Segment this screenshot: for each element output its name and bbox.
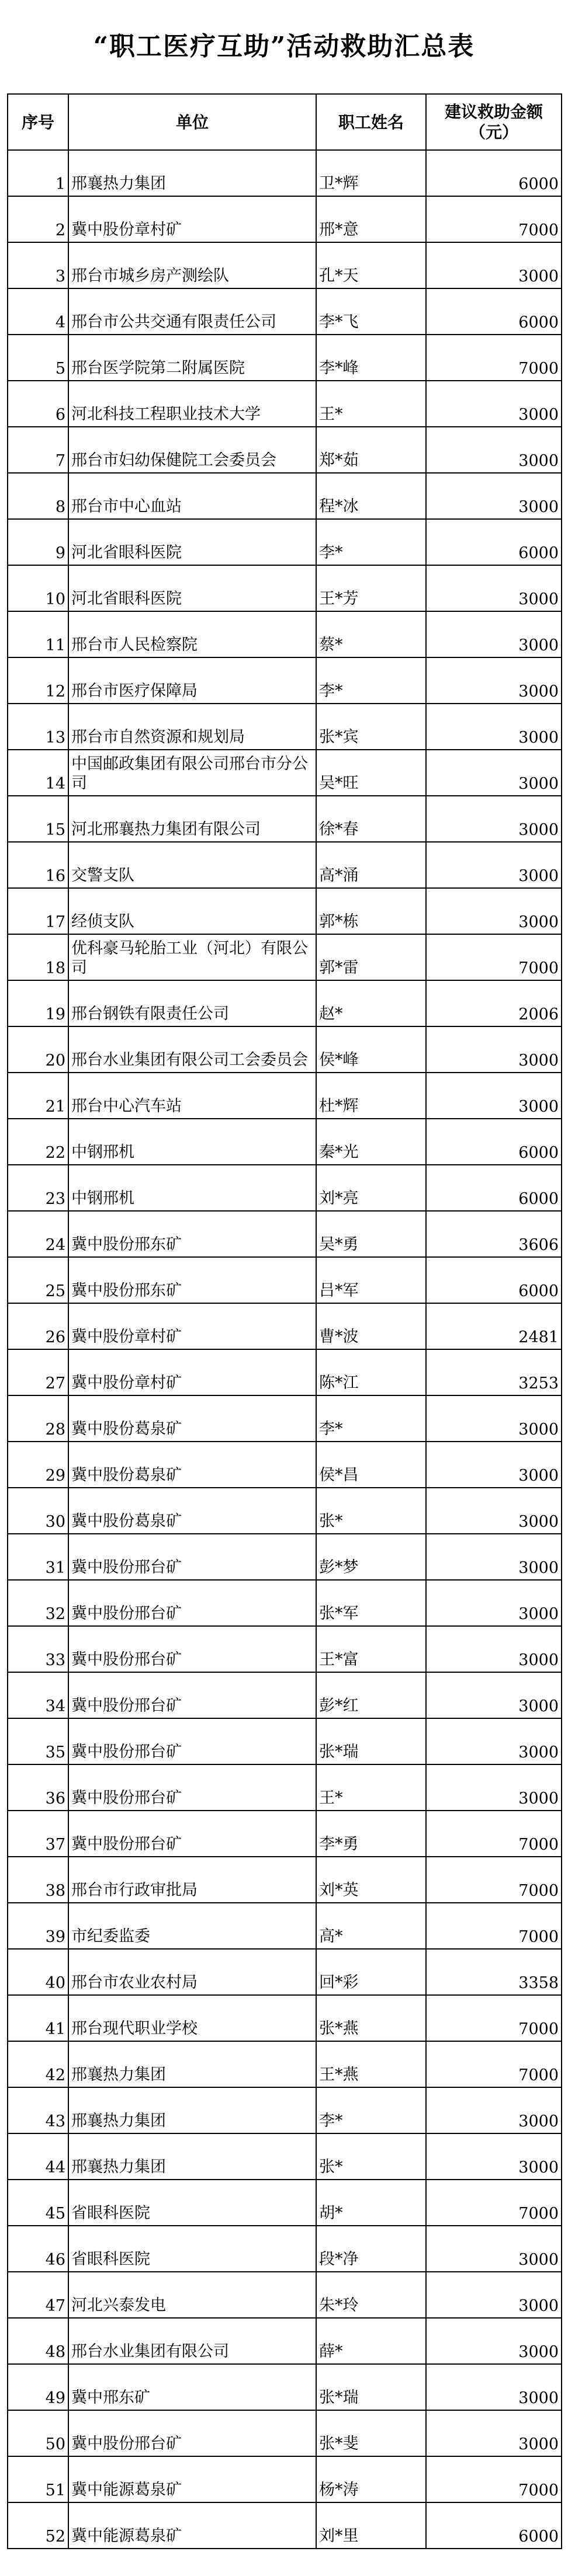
row-name-cell: 邢*意 (316, 196, 426, 242)
row-unit-cell: 河北科技工程职业技术大学 (68, 381, 316, 427)
header-no: 序号 (8, 94, 68, 150)
table-row (8, 704, 562, 750)
row-name-cell: 郭*栋 (316, 888, 426, 934)
table-row (8, 2456, 562, 2502)
table-row (8, 2133, 562, 2180)
row-amount-cell: 2006 (426, 980, 562, 1026)
row-unit-cell: 邢台市行政审批局 (68, 1857, 316, 1903)
row-name-cell: 杨*涛 (316, 2456, 426, 2502)
row-name-cell: 郑*茹 (316, 427, 426, 473)
row-no-cell: 14 (8, 750, 68, 796)
table-row (8, 1395, 562, 1442)
row-amount-cell: 3000 (426, 1672, 562, 1718)
row-no-cell: 26 (8, 1303, 68, 1349)
table-row (8, 1580, 562, 1626)
header-name: 职工姓名 (316, 94, 426, 150)
row-name-cell: 杜*辉 (316, 1073, 426, 1119)
row-amount-cell: 3000 (426, 796, 562, 842)
table-row (8, 1165, 562, 1211)
row-no-cell: 2 (8, 196, 68, 242)
table-row (8, 1995, 562, 2041)
row-name-cell: 回*彩 (316, 1949, 426, 1995)
row-amount-cell: 3000 (426, 2318, 562, 2364)
row-name-cell: 张*军 (316, 1580, 426, 1626)
table-row (8, 473, 562, 519)
row-amount-cell: 3000 (426, 1073, 562, 1119)
row-no-cell: 31 (8, 1534, 68, 1580)
table-row (8, 750, 562, 796)
row-name-cell: 高* (316, 1903, 426, 1949)
row-no-cell: 44 (8, 2133, 68, 2180)
row-name-cell: 王*燕 (316, 2041, 426, 2087)
row-amount-cell: 3000 (426, 1442, 562, 1488)
row-no-cell: 4 (8, 288, 68, 335)
row-no-cell: 5 (8, 335, 68, 381)
row-unit-cell: 邢襄热力集团 (68, 150, 316, 196)
header-amount-line1: 建议救助金额 (444, 102, 543, 121)
row-unit-cell: 冀中股份邢台矿 (68, 1580, 316, 1626)
row-name-cell: 李*飞 (316, 288, 426, 335)
table-row (8, 1026, 562, 1073)
table-row (8, 381, 562, 427)
row-amount-cell: 7000 (426, 934, 562, 980)
row-name-cell: 侯*峰 (316, 1026, 426, 1073)
row-name-cell: 曹*波 (316, 1303, 426, 1349)
row-amount-cell: 3000 (426, 2087, 562, 2133)
row-name-cell: 赵* (316, 980, 426, 1026)
row-name-cell: 蔡* (316, 611, 426, 657)
table-row (8, 1119, 562, 1165)
table-row (8, 980, 562, 1026)
row-no-cell: 10 (8, 565, 68, 611)
row-unit-cell: 优科豪马轮胎工业（河北）有限公司 (68, 934, 316, 980)
row-amount-cell: 6000 (426, 1165, 562, 1211)
row-name-cell: 王* (316, 1764, 426, 1811)
row-amount-cell: 7000 (426, 196, 562, 242)
row-name-cell: 侯*昌 (316, 1442, 426, 1488)
row-name-cell: 张*燕 (316, 1995, 426, 2041)
row-name-cell: 胡* (316, 2180, 426, 2226)
row-amount-cell: 6000 (426, 2502, 562, 2549)
row-unit-cell: 冀中股份邢台矿 (68, 1811, 316, 1857)
row-no-cell: 9 (8, 519, 68, 565)
row-unit-cell: 冀中股份邢东矿 (68, 1257, 316, 1303)
table-row (8, 150, 562, 196)
row-no-cell: 19 (8, 980, 68, 1026)
row-no-cell: 8 (8, 473, 68, 519)
row-unit-cell: 邢台市人民检察院 (68, 611, 316, 657)
row-no-cell: 33 (8, 1626, 68, 1672)
row-name-cell: 刘*亮 (316, 1165, 426, 1211)
row-no-cell: 32 (8, 1580, 68, 1626)
table-row (8, 2410, 562, 2456)
table-row (8, 2226, 562, 2272)
table-row (8, 288, 562, 335)
row-no-cell: 45 (8, 2180, 68, 2226)
table-row (8, 196, 562, 242)
row-amount-cell: 6000 (426, 1257, 562, 1303)
row-name-cell: 张*宾 (316, 704, 426, 750)
row-unit-cell: 冀中能源葛泉矿 (68, 2456, 316, 2502)
row-unit-cell: 经侦支队 (68, 888, 316, 934)
row-no-cell: 23 (8, 1165, 68, 1211)
table-row (8, 1857, 562, 1903)
table-row (8, 2272, 562, 2318)
row-unit-cell: 冀中股份葛泉矿 (68, 1488, 316, 1534)
row-unit-cell: 邢襄热力集团 (68, 2041, 316, 2087)
row-name-cell: 高*涌 (316, 842, 426, 888)
row-amount-cell: 3000 (426, 1718, 562, 1764)
row-name-cell: 刘*里 (316, 2502, 426, 2549)
row-amount-cell: 3000 (426, 381, 562, 427)
row-no-cell: 51 (8, 2456, 68, 2502)
table-row (8, 1718, 562, 1764)
row-no-cell: 17 (8, 888, 68, 934)
row-unit-cell: 邢台水业集团有限公司 (68, 2318, 316, 2364)
row-unit-cell: 邢台市公共交通有限责任公司 (68, 288, 316, 335)
table-row (8, 565, 562, 611)
row-unit-cell: 冀中股份邢台矿 (68, 1672, 316, 1718)
relief-summary-table (7, 93, 562, 2549)
row-amount-cell: 3000 (426, 2410, 562, 2456)
row-unit-cell: 河北邢襄热力集团有限公司 (68, 796, 316, 842)
row-name-cell: 张* (316, 1488, 426, 1534)
row-no-cell: 41 (8, 1995, 68, 2041)
row-name-cell: 张*斐 (316, 2410, 426, 2456)
row-amount-cell: 7000 (426, 1857, 562, 1903)
row-unit-cell: 邢台钢铁有限责任公司 (68, 980, 316, 1026)
row-amount-cell: 3000 (426, 242, 562, 288)
row-no-cell: 13 (8, 704, 68, 750)
header-amount (426, 94, 562, 150)
row-no-cell: 28 (8, 1395, 68, 1442)
row-amount-cell: 3000 (426, 565, 562, 611)
row-unit-cell: 中钢邢机 (68, 1119, 316, 1165)
row-name-cell: 李* (316, 2087, 426, 2133)
row-no-cell: 46 (8, 2226, 68, 2272)
row-no-cell: 7 (8, 427, 68, 473)
row-amount-cell: 7000 (426, 1995, 562, 2041)
header-amount-line2: （元） (469, 123, 518, 142)
row-no-cell: 34 (8, 1672, 68, 1718)
row-name-cell: 孔*天 (316, 242, 426, 288)
row-unit-cell: 中钢邢机 (68, 1165, 316, 1211)
table-row (8, 842, 562, 888)
header-unit: 单位 (68, 94, 316, 150)
row-unit-cell: 冀中股份邢台矿 (68, 1764, 316, 1811)
row-amount-cell: 3000 (426, 2272, 562, 2318)
row-unit-cell: 邢襄热力集团 (68, 2133, 316, 2180)
row-name-cell: 李*勇 (316, 1811, 426, 1857)
row-no-cell: 30 (8, 1488, 68, 1534)
row-no-cell: 11 (8, 611, 68, 657)
row-no-cell: 42 (8, 2041, 68, 2087)
row-amount-cell: 3000 (426, 2226, 562, 2272)
row-unit-cell: 冀中股份葛泉矿 (68, 1395, 316, 1442)
row-no-cell: 43 (8, 2087, 68, 2133)
row-unit-cell: 省眼科医院 (68, 2180, 316, 2226)
row-unit-cell: 邢台水业集团有限公司工会委员会 (68, 1026, 316, 1073)
table-row (8, 611, 562, 657)
row-no-cell: 22 (8, 1119, 68, 1165)
table-row (8, 1257, 562, 1303)
row-amount-cell: 3000 (426, 473, 562, 519)
row-no-cell: 47 (8, 2272, 68, 2318)
table-row (8, 1211, 562, 1257)
row-name-cell: 王*富 (316, 1626, 426, 1672)
row-unit-cell: 冀中股份邢台矿 (68, 2410, 316, 2456)
row-amount-cell: 3000 (426, 1026, 562, 1073)
row-name-cell: 秦*光 (316, 1119, 426, 1165)
row-name-cell: 彭*红 (316, 1672, 426, 1718)
row-no-cell: 50 (8, 2410, 68, 2456)
row-amount-cell: 3606 (426, 1211, 562, 1257)
row-amount-cell: 7000 (426, 335, 562, 381)
row-unit-cell: 冀中股份章村矿 (68, 196, 316, 242)
row-name-cell: 朱*玲 (316, 2272, 426, 2318)
row-no-cell: 29 (8, 1442, 68, 1488)
row-amount-cell: 3000 (426, 2364, 562, 2410)
row-amount-cell: 3000 (426, 704, 562, 750)
table-row (8, 888, 562, 934)
row-amount-cell: 7000 (426, 2180, 562, 2226)
row-no-cell: 52 (8, 2502, 68, 2549)
row-name-cell: 张*瑞 (316, 1718, 426, 1764)
row-unit-cell: 邢襄热力集团 (68, 2087, 316, 2133)
row-amount-cell: 7000 (426, 2041, 562, 2087)
table-row (8, 2041, 562, 2087)
row-no-cell: 36 (8, 1764, 68, 1811)
row-no-cell: 37 (8, 1811, 68, 1857)
table-row (8, 2502, 562, 2549)
row-name-cell: 卫*辉 (316, 150, 426, 196)
row-no-cell: 38 (8, 1857, 68, 1903)
row-unit-cell: 邢台市自然资源和规划局 (68, 704, 316, 750)
row-unit-cell: 中国邮政集团有限公司邢台市分公司 (68, 750, 316, 796)
document-sheet (7, 0, 561, 2549)
row-amount-cell: 2481 (426, 1303, 562, 1349)
row-name-cell: 吕*军 (316, 1257, 426, 1303)
row-amount-cell: 3000 (426, 842, 562, 888)
table-row (8, 1442, 562, 1488)
row-unit-cell: 邢台市中心血站 (68, 473, 316, 519)
row-unit-cell: 冀中股份邢台矿 (68, 1718, 316, 1764)
row-no-cell: 18 (8, 934, 68, 980)
row-name-cell: 彭*梦 (316, 1534, 426, 1580)
row-amount-cell: 3000 (426, 888, 562, 934)
table-row (8, 519, 562, 565)
table-row (8, 934, 562, 980)
row-no-cell: 20 (8, 1026, 68, 1073)
row-name-cell: 郭*雷 (316, 934, 426, 980)
table-row (8, 657, 562, 704)
row-name-cell: 李* (316, 657, 426, 704)
row-unit-cell: 冀中股份邢东矿 (68, 1211, 316, 1257)
row-unit-cell: 河北省眼科医院 (68, 565, 316, 611)
row-unit-cell: 冀中股份邢台矿 (68, 1626, 316, 1672)
row-name-cell: 李*峰 (316, 335, 426, 381)
row-name-cell: 王* (316, 381, 426, 427)
row-no-cell: 6 (8, 381, 68, 427)
row-amount-cell: 6000 (426, 288, 562, 335)
row-name-cell: 李* (316, 1395, 426, 1442)
row-unit-cell: 邢台市医疗保障局 (68, 657, 316, 704)
row-amount-cell: 3000 (426, 427, 562, 473)
row-amount-cell: 6000 (426, 150, 562, 196)
row-unit-cell: 邢台医学院第二附属医院 (68, 335, 316, 381)
table-row (8, 1811, 562, 1857)
table-row (8, 2180, 562, 2226)
row-unit-cell: 冀中股份邢台矿 (68, 1534, 316, 1580)
row-amount-cell: 3253 (426, 1349, 562, 1395)
row-name-cell: 张*瑞 (316, 2364, 426, 2410)
row-name-cell: 徐*春 (316, 796, 426, 842)
row-unit-cell: 冀中邢东矿 (68, 2364, 316, 2410)
row-amount-cell: 7000 (426, 1903, 562, 1949)
row-name-cell: 段*净 (316, 2226, 426, 2272)
row-unit-cell: 河北兴泰发电 (68, 2272, 316, 2318)
document-title: “职工医疗互助”活动救助汇总表 (93, 32, 475, 61)
row-no-cell: 48 (8, 2318, 68, 2364)
row-name-cell: 李* (316, 519, 426, 565)
table-row (8, 2364, 562, 2410)
row-name-cell: 程*冰 (316, 473, 426, 519)
row-unit-cell: 邢台市妇幼保健院工会委员会 (68, 427, 316, 473)
row-name-cell: 吴*勇 (316, 1211, 426, 1257)
row-name-cell: 王*芳 (316, 565, 426, 611)
row-no-cell: 15 (8, 796, 68, 842)
row-unit-cell: 冀中股份章村矿 (68, 1349, 316, 1395)
row-name-cell: 吴*旺 (316, 750, 426, 796)
row-no-cell: 1 (8, 150, 68, 196)
row-amount-cell: 3000 (426, 1626, 562, 1672)
row-unit-cell: 冀中股份章村矿 (68, 1303, 316, 1349)
table-row (8, 1349, 562, 1395)
row-amount-cell: 3000 (426, 1534, 562, 1580)
table-row (8, 427, 562, 473)
table-row (8, 2087, 562, 2133)
row-no-cell: 3 (8, 242, 68, 288)
row-amount-cell: 3000 (426, 657, 562, 704)
row-amount-cell: 7000 (426, 2456, 562, 2502)
row-amount-cell: 6000 (426, 519, 562, 565)
row-unit-cell: 邢台市城乡房产测绘队 (68, 242, 316, 288)
row-no-cell: 35 (8, 1718, 68, 1764)
row-amount-cell: 7000 (426, 1811, 562, 1857)
row-unit-cell: 省眼科医院 (68, 2226, 316, 2272)
table-row (8, 2318, 562, 2364)
row-unit-cell: 邢台市农业农村局 (68, 1949, 316, 1995)
row-name-cell: 刘*英 (316, 1857, 426, 1903)
row-no-cell: 39 (8, 1903, 68, 1949)
table-body (8, 150, 562, 2549)
table-row (8, 1303, 562, 1349)
row-amount-cell: 6000 (426, 1119, 562, 1165)
row-no-cell: 12 (8, 657, 68, 704)
row-no-cell: 21 (8, 1073, 68, 1119)
row-name-cell: 薛* (316, 2318, 426, 2364)
row-no-cell: 16 (8, 842, 68, 888)
row-amount-cell: 3000 (426, 2133, 562, 2180)
table-row (8, 1534, 562, 1580)
row-no-cell: 24 (8, 1211, 68, 1257)
table-row (8, 1949, 562, 1995)
row-no-cell: 27 (8, 1349, 68, 1395)
table-row (8, 1073, 562, 1119)
row-amount-cell: 3000 (426, 1764, 562, 1811)
row-amount-cell: 3000 (426, 1580, 562, 1626)
row-no-cell: 49 (8, 2364, 68, 2410)
row-unit-cell: 交警支队 (68, 842, 316, 888)
table-row (8, 1672, 562, 1718)
table-row (8, 1626, 562, 1672)
table-row (8, 1488, 562, 1534)
row-no-cell: 25 (8, 1257, 68, 1303)
row-name-cell: 张* (316, 2133, 426, 2180)
row-name-cell: 陈*江 (316, 1349, 426, 1395)
table-row (8, 1764, 562, 1811)
row-unit-cell: 冀中能源葛泉矿 (68, 2502, 316, 2549)
row-unit-cell: 冀中股份葛泉矿 (68, 1442, 316, 1488)
row-amount-cell: 3000 (426, 750, 562, 796)
row-unit-cell: 河北省眼科医院 (68, 519, 316, 565)
table-row (8, 796, 562, 842)
row-amount-cell: 3358 (426, 1949, 562, 1995)
row-unit-cell: 邢台中心汽车站 (68, 1073, 316, 1119)
table-header-row (8, 94, 562, 150)
row-unit-cell: 市纪委监委 (68, 1903, 316, 1949)
row-amount-cell: 3000 (426, 1488, 562, 1534)
row-amount-cell: 3000 (426, 1395, 562, 1442)
row-no-cell: 40 (8, 1949, 68, 1995)
row-amount-cell: 3000 (426, 611, 562, 657)
table-row (8, 1903, 562, 1949)
table-row (8, 335, 562, 381)
table-row (8, 242, 562, 288)
row-unit-cell: 邢台现代职业学校 (68, 1995, 316, 2041)
